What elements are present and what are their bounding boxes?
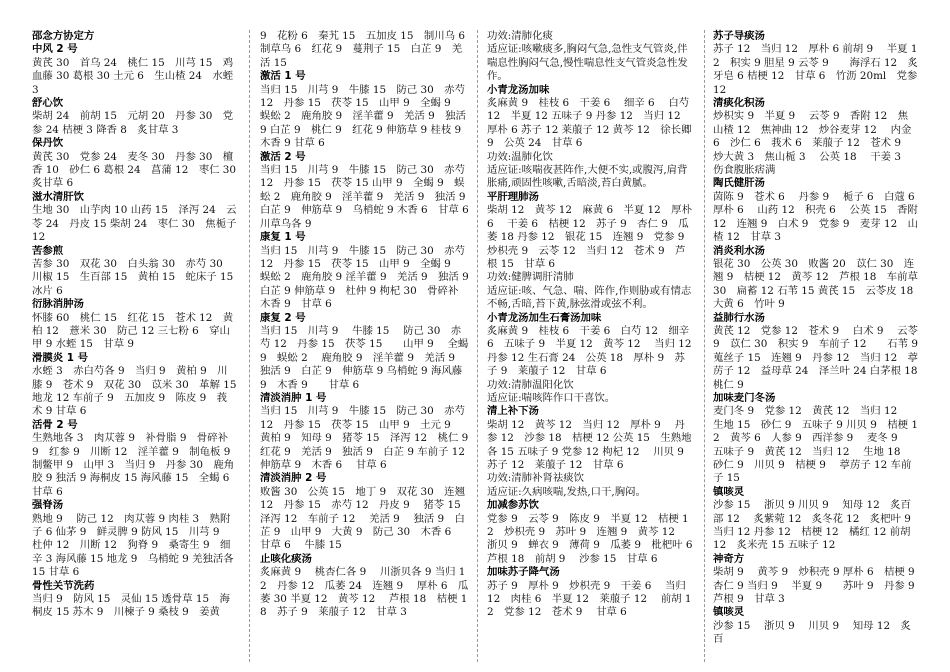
recipe-entry bbox=[487, 379, 693, 392]
recipe-title: 平肝理肺汤 bbox=[487, 190, 539, 203]
recipe-text: 适应证:久病咳喘,发热,口干,胸闷。 bbox=[487, 485, 646, 498]
recipe-title: 加减参苏饮 bbox=[487, 499, 539, 512]
recipe-text: 适应证:咳、气急、喘、阵作,作则胁或有情志不畅,舌暗,苔下黄,脉弦滑或弦不利。 bbox=[487, 284, 692, 311]
recipe-entry bbox=[713, 485, 922, 553]
column-4 bbox=[713, 30, 929, 664]
recipe-title: 清淡消肿 1 号 bbox=[260, 391, 327, 404]
recipe-entry bbox=[713, 177, 926, 244]
recipe-entry bbox=[260, 70, 470, 150]
recipe-text: 功效:清肺温阳化饮 bbox=[487, 378, 574, 391]
recipe-text: 适应证:咳喘夜甚阵作,大便不实,或腹泻,肩背胀痛,顽固性咳嗽,舌暗淡,苔白黄腻。 bbox=[487, 164, 688, 190]
recipe-text: 炙麻黄 9 桂枝 6 干姜 6 细辛 6 白芍 12 半夏 12 五味子 9 丹参 12 当归 12 厚朴 6 苏子 12 莱菔子 12 黄芩 12 徐长卿 9 公英 24 甘草 6 bbox=[487, 97, 692, 150]
recipe-text: 银花 30 公英 30 败酱 20 苡仁 30 连翘 9 桔梗 12 黄芩 12 芦根 18 车前草 30 扁蓄 12 石苇 15 黄芪 15 云苓皮 18 大黄 6 竹叶 9 bbox=[713, 257, 924, 311]
recipe-text: 功效:清肺化痰 bbox=[487, 30, 553, 42]
recipe-entry bbox=[487, 405, 698, 472]
recipe-entry bbox=[32, 191, 237, 245]
recipe-text: 炒枳实 9 半夏 9 云苓 9 香附 12 焦山楂 12 焦神曲 12 炒谷麦芽 12 内金 6 沙仁 6 莪术 6 莱菔子 12 苍术 9 炒大黄 3 焦山栀 3 公英 18 干姜 3 伤食腹胀痞满 bbox=[713, 110, 912, 177]
column-1 bbox=[32, 30, 247, 664]
recipe-title: 陶氏健肝汤 bbox=[713, 177, 765, 190]
recipe-title: 清痰化积汤 bbox=[713, 97, 765, 110]
column-3 bbox=[487, 30, 703, 664]
recipe-title: 苏子导痰汤 bbox=[713, 30, 765, 42]
recipe-text: 沙参 15 浙贝 9 川贝 9 知母 12 炙百 bbox=[713, 619, 911, 646]
recipe-entry bbox=[260, 391, 479, 472]
recipe-title: 舒心饮 bbox=[32, 97, 64, 110]
recipe-text: 当归 15 川芎 9 牛膝 15 防己 30 赤芍 12 丹参 15 茯苓 15 山甲 9 全蝎 9 蜈蚣 2 鹿角胶 9 淫羊藿 9 羌活 9 独活 9 白芷 9 伸筋草 9 乌梢蛇 9 木香 6 甘草 6 川草乌各 9 bbox=[260, 164, 469, 230]
recipe-text: 炙麻黄 9 桂枝 6 干姜 6 白芍 12 细辛 6 五味子 9 半夏 12 黄芩 12 当归 12 丹参 12 生石膏 24 公英 18 厚朴 9 苏子 9 莱菔子 12 甘草 6 bbox=[487, 324, 702, 378]
recipe-entry bbox=[487, 151, 693, 164]
recipe-entry bbox=[487, 472, 693, 485]
recipe-title: 镇咳灵 bbox=[713, 606, 745, 619]
recipe-title: 康复 1 号 bbox=[260, 231, 306, 244]
recipe-text: 党参 9 云苓 9 陈皮 9 半夏 12 桔梗 12 炒枳壳 9 苏叶 9 连翘 9 黄芩 12 浙贝 9 蝉衣 9 薄荷 9 瓜萎 9 枇杷叶 6 芦根 18 前胡 9 沙参 15 甘草 6 bbox=[487, 512, 703, 565]
recipe-entry bbox=[260, 231, 480, 311]
recipe-entry bbox=[32, 43, 237, 97]
recipe-text: 适应证:喘咳阵作口干喜饮。 bbox=[487, 391, 616, 404]
recipe-title: 加味苏子降气汤 bbox=[487, 566, 560, 579]
recipe-text: 水蛭 3 赤白芍各 9 当归 9 黄柏 9 川膝 9 苍术 9 双花 30 苡米 30 革解 15 地龙 12 车前子 9 五加皮 9 陈皮 9 莪术 9 甘草 6 bbox=[32, 365, 247, 418]
recipe-title: 激活 1 号 bbox=[260, 70, 306, 83]
recipe-entry bbox=[32, 97, 237, 137]
recipe-entry bbox=[713, 606, 918, 646]
recipe-entry bbox=[487, 285, 693, 312]
recipe-title: 激活 2 号 bbox=[260, 150, 306, 163]
recipe-entry bbox=[487, 191, 693, 271]
recipe-entry bbox=[260, 472, 470, 552]
recipe-text: 黄芪 12 党参 12 苍术 9 白术 9 云苓 9 苡仁 30 积实 9 车前子 12 石苇 9 蒐丝子 15 连翘 9 丹参 12 当归 12 葶苈子 12 益母草 24 泽兰叶 24 白茅根 18 桃仁 9 bbox=[713, 324, 929, 391]
recipe-text: 生熟地各 3 肉苁蓉 9 补骨脂 9 骨碎补 9 红参 9 川断 12 淫羊藿 9 制龟板 9 制鳖甲 9 山甲 3 当归 9 丹参 30 鹿角胶 9 独活 9 海桐皮 15 海风藤 15 全蝎 6 甘草 6 bbox=[32, 432, 241, 498]
recipe-title: 滑膜炎 1 号 bbox=[32, 351, 89, 364]
recipe-entry bbox=[487, 392, 693, 405]
recipe-text: 败酱 30 公英 15 地丁 9 双花 30 连翘 12 丹参 15 赤芍 12 丹皮 9 猪苓 15 泽泻 12 车前子 12 羌活 9 独活 9 白芷 9 山甲 9 大黄 9 防己 30 木香 6 甘草 6 牛膝 15 bbox=[260, 485, 472, 552]
recipe-title: 苦参煎 bbox=[32, 244, 64, 257]
recipe-title: 康复 2 号 bbox=[260, 311, 306, 324]
recipe-text: 当归 15 川芎 9 牛膝 15 防己 30 赤芍 12 丹参 15 茯苓 15 山甲 9 全蝎 9 蜈蚣 2 鹿角胶 9 淫羊藿 9 羌活 9 独活 9 白芷 9 桃仁 9 红花 9 伸筋草 9 桂枝 9 木香 9 甘草 6 bbox=[260, 83, 466, 150]
recipe-entry bbox=[487, 311, 702, 379]
recipe-text: 当归 15 川芎 9 牛膝 15 防己 30 赤芍 12 丹参 15 茯苓 15 山甲 9 全蝎 9 蜈蚣 2 鹿角胶 9 淫羊藿 9 羌活 9 独活 9 白芷 9 伸筋草 9 乌梢蛇 9 海风藤 9 木香 9 甘草 6 bbox=[260, 324, 469, 391]
recipe-entry bbox=[32, 30, 237, 43]
recipe-title: 滋水清肝饮 bbox=[32, 190, 84, 203]
recipe-entry bbox=[487, 486, 693, 499]
recipe-text: 生地 30 山芋肉 10 山药 15 泽泻 24 云苓 24 丹皮 15 柴胡 24 枣仁 30 焦栀子 12 bbox=[32, 204, 237, 244]
recipe-text: 麦门冬 9 党参 12 黄芪 12 当归 12 生地 15 砂仁 9 五味子 9 川贝 9 桔梗 12 黄芩 6 人参 9 西洋参 9 麦冬 9 五味子 9 黄芪 12 当归 12 生地 18 砂仁 9 川贝 9 桔梗 9 葶苈子 12 车前子 15 bbox=[713, 405, 918, 485]
recipe-text: 柴胡 12 黄芩 12 当归 12 厚朴 9 丹参 12 沙参 18 桔梗 12 公英 15 生熟地各 15 五味子 9 党参 12 枸杞 12 川贝 9 苏子 12 莱菔子 12 甘草 6 bbox=[487, 418, 698, 471]
column-2 bbox=[260, 30, 480, 664]
recipe-text: 苦参 30 双花 30 白头翁 30 赤芍 30 川椒 15 生百部 15 黄柏 15 蛇床子 15 冰片 6 bbox=[32, 257, 244, 297]
column-divider bbox=[249, 30, 250, 662]
recipe-entry bbox=[713, 97, 918, 177]
recipe-entry bbox=[32, 418, 241, 499]
column-divider bbox=[477, 30, 478, 662]
recipe-title: 衍脉消肿汤 bbox=[32, 298, 84, 311]
recipe-entry bbox=[713, 552, 926, 607]
recipe-entry bbox=[713, 30, 918, 97]
recipe-entry bbox=[487, 566, 693, 620]
recipe-text: 功效:清肺补肾祛痰饮 bbox=[487, 472, 585, 485]
recipe-text: 熟地 9 防己 12 肉苁蓉 9 肉桂 3 熟附子 6 仙茅 9 鲜灵脾 9 防风 15 川芎 9 杜仲 12 川断 12 狗脊 9 桑寄生 9 细辛 3 海风藤 15 地龙 9 乌梢蛇 9 羌独活各 15 甘草 6 bbox=[32, 512, 234, 579]
recipe-title: 骨性关节洗药 bbox=[32, 579, 95, 592]
recipe-entry bbox=[32, 580, 237, 620]
recipe-title: 加味麦门冬汤 bbox=[713, 391, 776, 404]
recipe-title: 益肺行水汤 bbox=[713, 311, 765, 324]
recipe-text: 9 花粉 6 秦艽 15 五加皮 15 制川乌 6 制草乌 6 红花 9 蔓荆子 15 白芷 9 羌活 15 bbox=[260, 30, 476, 69]
recipe-title: 镇咳灵 bbox=[713, 485, 745, 498]
recipe-entry bbox=[260, 553, 470, 620]
recipe-title: 活骨 2 号 bbox=[32, 418, 78, 431]
recipe-title: 清上补下汤 bbox=[487, 405, 539, 418]
recipe-title: 神奇方 bbox=[713, 552, 745, 565]
recipe-entry bbox=[713, 392, 918, 486]
recipe-text: 柴胡 9 黄芩 9 炒积壳 9 厚朴 6 桔梗 9 杏仁 9 当归 9 半夏 9 苏叶 9 丹参 9 芦根 9 甘草 3 bbox=[713, 566, 926, 606]
recipe-entry bbox=[260, 151, 470, 231]
recipe-text: 柴胡 12 黄芩 12 麻黄 6 半夏 12 厚朴 6 干姜 6 桔梗 12 苏子 9 杏仁 9 瓜萎 18 丹参 12 银花 15 连翘 9 党参 9 炒枳壳 9 云苓 12 当归 12 苍术 9 芦根 15 甘草 6 bbox=[487, 204, 695, 270]
column-divider bbox=[704, 30, 705, 662]
recipe-title: 小青龙汤加生石膏汤加味 bbox=[487, 311, 602, 324]
recipe-entry bbox=[487, 499, 703, 566]
recipe-text: 黄芪 30 党参 24 麦冬 30 丹参 30 檀香 10 砂仁 6 葛根 24 菖蒲 12 枣仁 30 炙甘草 6 bbox=[32, 150, 247, 190]
recipe-entry bbox=[487, 271, 693, 284]
recipe-entry bbox=[713, 244, 924, 312]
recipe-entry bbox=[32, 137, 247, 191]
recipe-text: 适应证:咳嗽痰多,胸闷气急,急性支气管炎,伴喘息性胸闷气急,慢性喘息性支气管炎急性发作。 bbox=[487, 43, 688, 83]
recipe-text: 炙麻黄 9 桃杏仁各 9 川浙贝各 9 当归 12 丹参 12 瓜萎 24 连翘 9 厚朴 6 瓜萎 30 半夏 12 黄芩 12 芦根 18 桔梗 18 苏子 9 莱菔子 12 甘草 3 bbox=[260, 566, 469, 619]
recipe-title: 消炎利水汤 bbox=[713, 244, 765, 257]
recipe-text: 黄芪 30 首乌 24 桃仁 15 川芎 15 鸡血藤 30 葛根 30 土元 6 生山楂 24 水蛭 3 bbox=[32, 56, 234, 96]
recipe-text: 怀膝 60 桃仁 15 红花 15 苍术 12 黄柏 12 薏米 30 防己 12 三七粉 6 穿山甲 9 水蛭 15 甘草 9 bbox=[32, 311, 234, 351]
recipe-text: 茵陈 9 苍术 6 丹参 9 栀子 6 白蔻 6 厚朴 6 山药 12 积壳 6 公英 15 香附 12 连翘 9 白术 9 党参 9 麦芽 12 山楂 12 甘草 3 bbox=[713, 190, 926, 244]
recipe-text: 当归 15 川芎 9 牛膝 15 防己 30 赤芍 12 丹参 15 茯苓 15 山甲 9 全蝎 9 蜈蚣 2 鹿角胶 9 淫羊藿 9 羌活 9 独活 9 白芷 9 伸筋草 9 杜仲 9 枸杞 30 骨碎补 木香 9 甘草 6 bbox=[260, 244, 480, 311]
recipe-entry bbox=[487, 164, 693, 191]
recipe-title: 中风 2 号 bbox=[32, 43, 78, 56]
recipe-title: 清淡消肿 2 号 bbox=[260, 472, 327, 485]
recipe-text: 当归 15 川芎 9 牛膝 15 防己 30 赤芍 12 丹参 15 茯苓 15 山甲 9 土元 9 黄柏 9 知母 9 猪苓 15 泽泻 12 桃仁 9 红花 9 羌活 9 独活 9 白芷 9 车前子 12 伸筋草 9 木香 6 甘草 6 bbox=[260, 405, 479, 471]
recipe-entry bbox=[487, 84, 693, 151]
recipe-entry bbox=[487, 30, 693, 43]
recipe-text: 当归 9 防风 15 灵仙 15 透骨草 15 海桐皮 15 苏木 9 川楝子 9 桑枝 9 姜黄 bbox=[32, 593, 230, 619]
recipe-text: 苏子 12 当归 12 厚朴 6 前胡 9 半夏 12 积实 9 胆星 9 云苓 9 海浮石 12 炙牙皂 6 桔梗 12 甘草 6 竹沥 20ml 党参 12 bbox=[713, 43, 918, 96]
recipe-title: 小青龙汤加味 bbox=[487, 83, 550, 96]
recipe-title: 止咳化痰汤 bbox=[260, 552, 312, 565]
recipe-title: 邵念方协定方 bbox=[32, 30, 95, 42]
recipe-entry bbox=[260, 312, 470, 392]
recipe-title: 强脊汤 bbox=[32, 499, 64, 512]
recipe-title: 保丹饮 bbox=[32, 137, 64, 150]
recipe-text: 柴胡 24 前胡 15 元胡 20 丹参 30 党参 24 桔梗 3 降香 8 炙甘草 3 bbox=[32, 110, 234, 136]
recipe-entry bbox=[32, 499, 237, 579]
recipe-entry bbox=[32, 244, 244, 299]
recipe-text: 苏子 9 厚朴 9 炒枳壳 9 干姜 6 当归 12 肉桂 6 半夏 12 莱菔子 12 前胡 12 党参 12 苍术 9 甘草 6 bbox=[487, 579, 692, 619]
recipe-entry bbox=[32, 298, 237, 352]
recipe-text: 沙参 15 浙贝 9 川贝 9 知母 12 炙百部 12 炙紫菀 12 炙冬花 12 炙杷叶 9 当归 12 丹参 12 桔梗 12 橘红 12 前胡 12 炙米壳 15 五味子 12 bbox=[713, 499, 922, 552]
recipe-entry bbox=[713, 311, 929, 392]
recipe-entry bbox=[260, 30, 476, 70]
recipe-text: 功效:健脾调肝清肺 bbox=[487, 271, 574, 284]
recipe-entry bbox=[487, 43, 693, 83]
recipe-text: 功效:温肺化饮 bbox=[487, 150, 553, 163]
recipe-entry bbox=[32, 351, 247, 419]
